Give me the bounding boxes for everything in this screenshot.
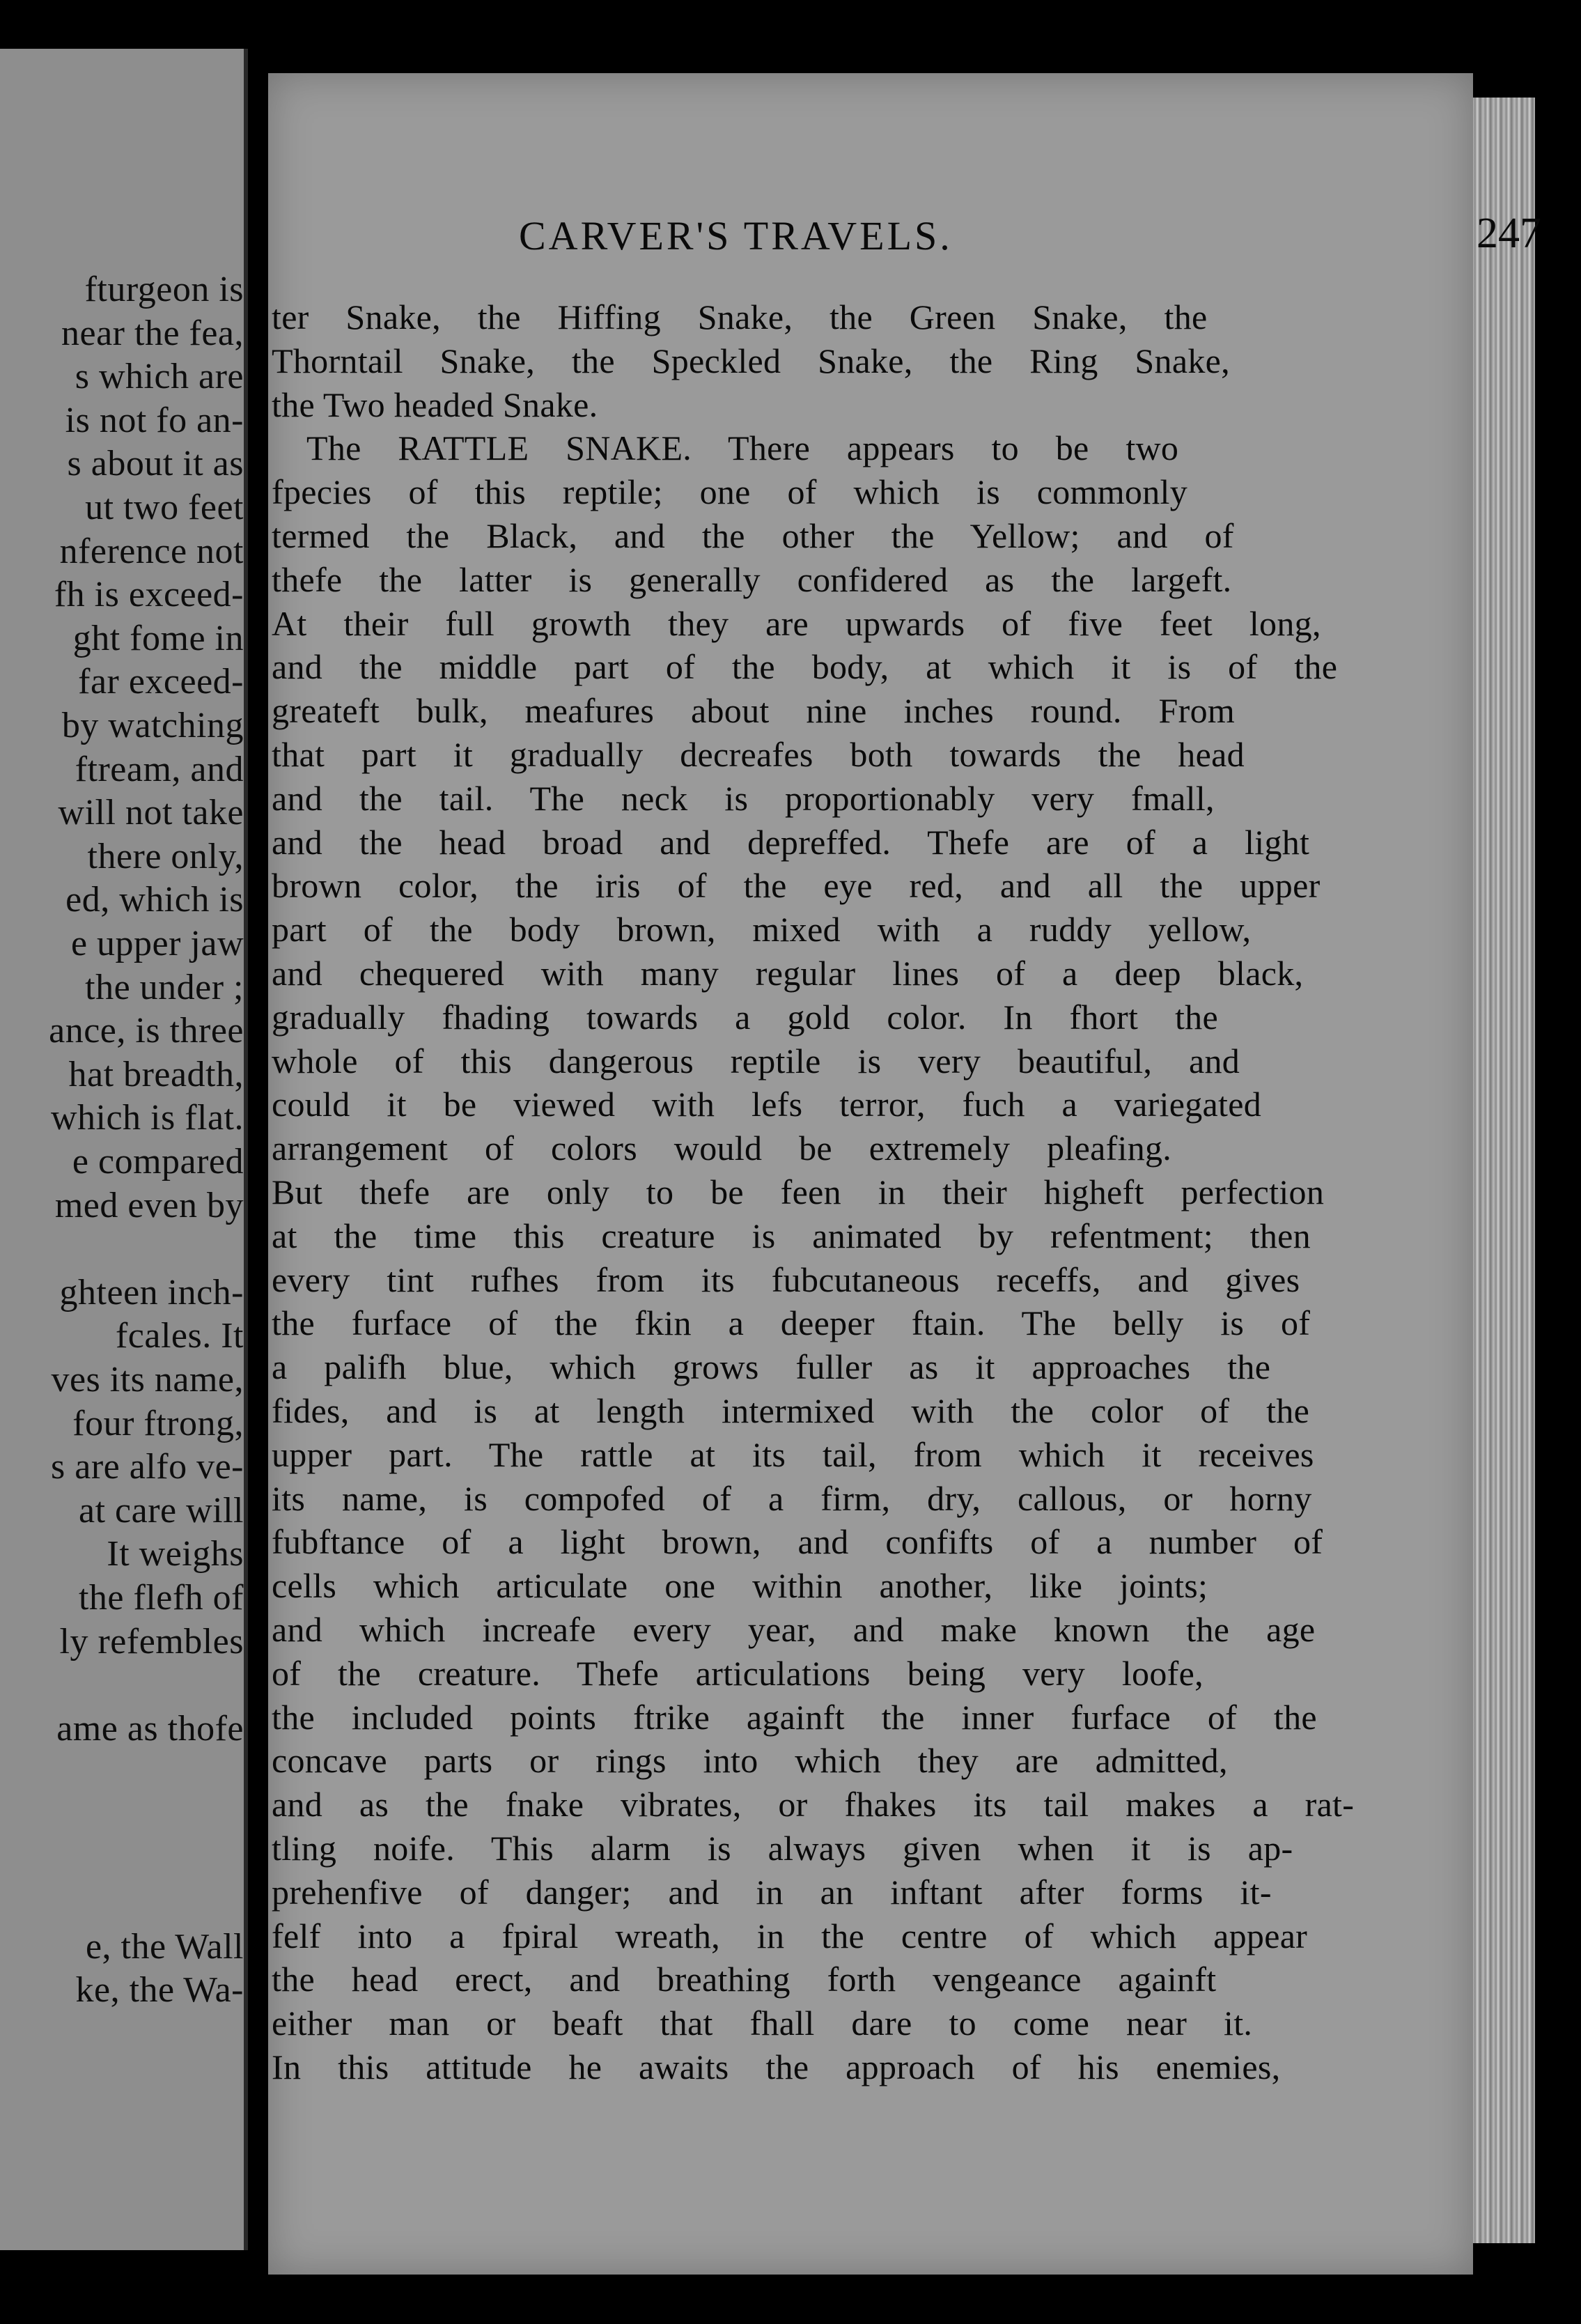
- left-page-line: s which are: [75, 357, 244, 397]
- body-line: tling noife. This alarm is always given when it is ap-: [272, 1829, 1293, 1868]
- body-line: arrangement of colors would be extremely pleafing.: [272, 1129, 1172, 1168]
- body-line: and the head broad and depreffed. Thefe are of a light: [272, 822, 1310, 862]
- body-line: its name, is compofed of a firm, dry, callous, or horny: [272, 1478, 1312, 1518]
- body-line: the head erect, and breathing forth vengeance againft: [272, 1960, 1217, 1999]
- body-line: and chequered with many regular lines of a deep black,: [272, 954, 1304, 993]
- body-line: and as the fnake vibrates, or fhakes its tail makes a rat-: [272, 1785, 1355, 1825]
- body-line: every tint rufhes from its fubcutaneous receffs, and gives: [272, 1260, 1300, 1299]
- left-page-line: by watching: [61, 706, 244, 745]
- body-line: thefe the latter is generally confidered as the largeft.: [272, 559, 1232, 599]
- body-line: ter Snake, the Hiffing Snake, the Green Snake, the: [272, 297, 1208, 336]
- left-page-line: ves its name,: [51, 1360, 244, 1400]
- body-line: concave parts or rings into which they are admitted,: [272, 1741, 1228, 1781]
- left-page-line: which is flat.: [50, 1098, 244, 1138]
- body-line: a palifh blue, which grows fuller as it approaches the: [272, 1347, 1271, 1387]
- body-line: at the time this creature is animated by refentment; then: [272, 1216, 1311, 1255]
- left-page-line: e compared: [72, 1142, 244, 1182]
- body-line: prehenfive of danger; and in an inftant after forms it-: [272, 1872, 1272, 1912]
- body-line: gradually fhading towards a gold color. In fhort the: [272, 997, 1218, 1037]
- left-page-line: far exceed-: [78, 662, 244, 702]
- body-line: and the tail. The neck is proportionably very fmall,: [272, 778, 1215, 818]
- left-page-line: the under ;: [85, 967, 244, 1007]
- left-page-fragment: [0, 49, 248, 2250]
- body-line: the furface of the fkin a deeper ftain. The belly is of: [272, 1303, 1311, 1343]
- body-line: brown color, the iris of the eye red, and all the upper: [272, 866, 1321, 906]
- body-line: and the middle part of the body, at which it is of the: [272, 647, 1338, 687]
- left-page-line: ghteen inch-: [59, 1272, 244, 1312]
- left-page-line: ut two feet: [85, 488, 244, 527]
- body-line: part of the body brown, mixed with a ruddy yellow,: [272, 910, 1252, 950]
- left-page-line: ance, is three: [49, 1011, 244, 1051]
- body-line: of the creature. Thefe articulations being very loofe,: [272, 1653, 1204, 1693]
- left-page-line: ght fome in: [72, 618, 244, 658]
- page-number: 247: [1477, 210, 1541, 257]
- body-line: But thefe are only to be feen in their higheft perfection: [272, 1172, 1325, 1211]
- left-page-line: ly refembles: [59, 1621, 244, 1661]
- left-page-line: nference not: [59, 531, 244, 571]
- left-page-line: It weighs: [107, 1534, 244, 1574]
- left-page-line: fh is exceed-: [54, 575, 244, 615]
- left-page-line: s are alfo ve-: [51, 1447, 244, 1487]
- left-page-line: ke, the Wa-: [75, 1970, 244, 2011]
- left-page-line: near the fea,: [61, 313, 244, 353]
- body-line: cells which articulate one within another, like joints;: [272, 1566, 1208, 1606]
- left-page-line: at care will: [79, 1490, 244, 1531]
- running-head: CARVER'S TRAVELS.: [519, 213, 953, 258]
- left-page-line: med even by: [54, 1185, 244, 1225]
- left-page-line: s about it as: [67, 444, 244, 484]
- body-line: Thorntail Snake, the Speckled Snake, the Ring Snake,: [272, 341, 1230, 380]
- body-line: The RATTLE SNAKE. There appears to be two: [306, 428, 1179, 468]
- left-page-line: is not fo an-: [65, 400, 244, 440]
- left-page-line: the flefh of: [78, 1578, 244, 1618]
- left-page-line: ame as thofe: [56, 1708, 244, 1749]
- body-line: could it be viewed with lefs terror, fuch a variegated: [272, 1085, 1261, 1124]
- left-page-line: ftream, and: [75, 749, 244, 789]
- left-page-line: there only,: [87, 836, 244, 876]
- body-line: the included points ftrike againft the inner furface of the: [272, 1697, 1317, 1737]
- left-page-line: hat breadth,: [68, 1054, 244, 1094]
- left-page-line: will not take: [58, 793, 244, 833]
- left-page-line: four ftrong,: [72, 1403, 244, 1443]
- body-line: felf into a fpiral wreath, in the centre of which appear: [272, 1916, 1308, 1955]
- body-line: greateft bulk, meafures about nine inches round. From: [272, 691, 1236, 731]
- left-page-line: e upper jaw: [70, 924, 244, 963]
- body-line: upper part. The rattle at its tail, from which it receives: [272, 1434, 1314, 1474]
- left-page-line: e, the Wall: [85, 1926, 244, 1967]
- body-line: the Two headed Snake.: [272, 385, 598, 424]
- body-line: and which increafe every year, and make known the age: [272, 1610, 1316, 1649]
- left-page-line: fturgeon is: [84, 270, 244, 309]
- body-line: that part it gradually decreafes both towards the head: [272, 735, 1245, 774]
- body-line: fpecies of this reptile; one of which is commonly: [272, 472, 1188, 512]
- body-line: fides, and is at length intermixed with the color of the: [272, 1391, 1310, 1430]
- body-line: In this attitude he awaits the approach of his enemies,: [272, 2047, 1281, 2086]
- body-line: termed the Black, and the other the Yellow; and of: [272, 516, 1234, 555]
- body-line: At their full growth they are upwards of five feet long,: [272, 603, 1321, 643]
- left-page-line: fcales. It: [115, 1316, 244, 1356]
- book-page: [268, 73, 1541, 2275]
- left-page-line: ed, which is: [65, 880, 244, 920]
- body-line: fubftance of a light brown, and confifts of a number of: [272, 1522, 1323, 1562]
- body-line: either man or beaft that fhall dare to come near it.: [272, 2004, 1253, 2043]
- body-line: whole of this dangerous reptile is very beautiful, and: [272, 1041, 1240, 1080]
